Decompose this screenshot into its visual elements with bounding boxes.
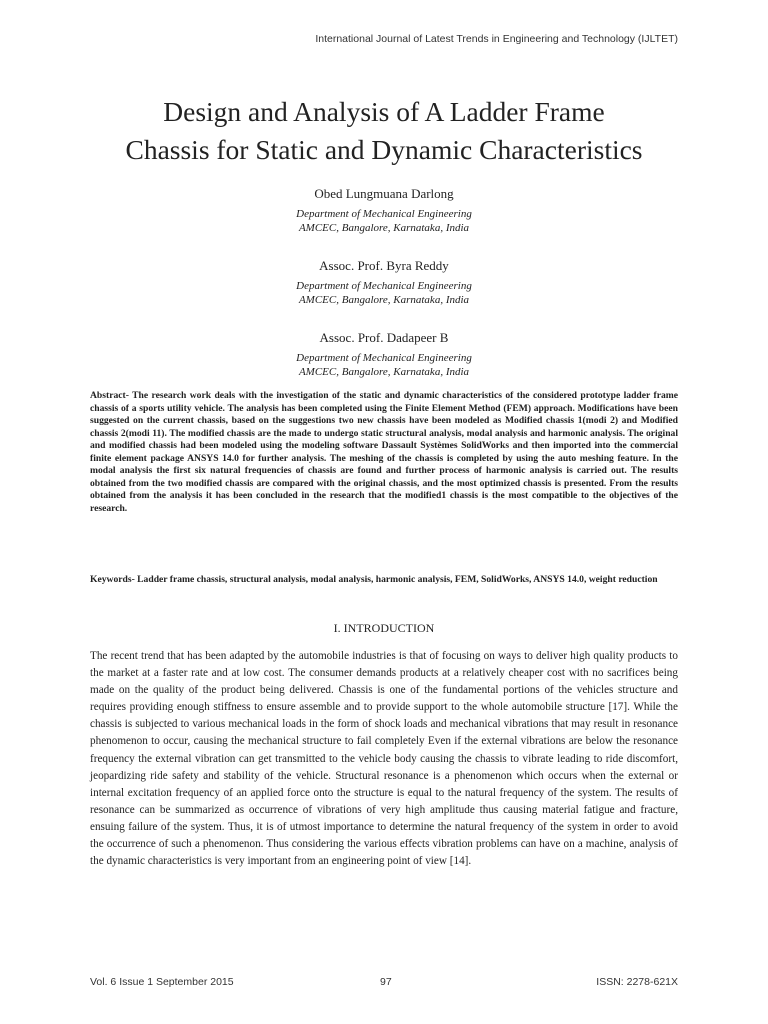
author-department: Department of Mechanical Engineering: [296, 280, 472, 292]
author-name: Assoc. Prof. Byra Reddy: [319, 258, 449, 273]
author-institution: AMCEC, Bangalore, Karnataka, India: [298, 222, 470, 234]
author-institution: AMCEC, Bangalore, Karnataka, India: [298, 366, 470, 378]
author-block-1: [0, 186, 768, 235]
paper-title: [0, 93, 768, 169]
section-heading: I. INTRODUCTION: [333, 621, 435, 635]
footer-issn: ISSN: 2278-621X: [596, 976, 678, 988]
author-block-3: [0, 330, 768, 379]
footer-volume: Vol. 6 Issue 1 September 2015: [90, 976, 234, 988]
keywords: Keywords- Ladder frame chassis, structural analysis, modal analysis, harmonic analysis, FEM, SolidWorks, ANSYS 14.0, weight reduction: [90, 574, 658, 585]
author-block-2: [0, 258, 768, 307]
author-institution: AMCEC, Bangalore, Karnataka, India: [298, 294, 470, 306]
title-line-2: Chassis for Static and Dynamic Characteristics: [125, 134, 643, 165]
author-name: Assoc. Prof. Dadapeer B: [319, 330, 449, 345]
author-department: Department of Mechanical Engineering: [296, 352, 472, 364]
abstract: Abstract- The research work deals with the investigation of the static and dynamic characteristics of the considered prototype ladder frame chassis of a sports utility vehicle. The analysis has been completed using the Finite Element Method (FEM) approach. Modifications have been suggested on the current chassis, based on the suggestions two new chassis have been modeled as Modified chassis 1(modi 2) and Modified chassis 2(modi 11). The modified chassis are the made to undergo static structural analysis, modal analysis and harmonic analysis. The original and modified chassis had been modeled using the modeling software Dassault Systèmes SolidWorks and then imported into the commercial finite element package ANSYS 14.0 for further analysis. The meshing of the chassis is completed by using the auto meshing feature. In the modal analysis the first six natural frequencies of chassis are found and further process of harmonic analysis is carried out. The results obtained from the two modified chassis are compared with the original chassis, and the most optimized chassis is presented. From the results obtained from the analysis it has been concluded in the research that the modified1 chassis is the most compatible to the objectives of the research.: [90, 390, 678, 514]
introduction-body: The recent trend that has been adapted by the automobile industries is that of focusing on ways to deliver high quality products to the market at a faster rate and at low cost. The consumer demands products at a relatively cheaper cost with no sacrifices being made on the quality of the product being delivered. Chassis is one of the fundamental portions of the vehicles structure and requires providing enough stiffness to ensure assemble and to provide support to the whole automobile structure [17]. While the chassis is subjected to various mechanical loads in the form of shock loads and mechanical vibrations that may result in resonance phenomenon to occur, causing the mechanical structure to fail completely Even if the external vibrations are below the resonance frequency the external vibration can get transmitted to the vehicle body causing the chassis to vibrate leading to ride discomfort, jeopardizing ride safety and stability of the vehicle. Structural resonance is a phenomenon which occurs when the external or internal excitation frequency of an applied force onto the structure is equal to the natural frequency of the system. The results of resonance can be summarized as occurrence of vibrations of very high amplitude thus causing material fatigue and fracture, ensuing failure of the system. Thus, it is of utmost importance to determine the natural frequency of the system in order to avoid the occurrence of such a phenomenon. Thus considering the various effects vibration problems can have on a machine, analysis of the dynamic characteristics is very important from an engineering point of view [14].: [90, 650, 678, 868]
title-line-1: Design and Analysis of A Ladder Frame: [163, 96, 605, 127]
footer-page-number: 97: [380, 976, 392, 988]
journal-header: International Journal of Latest Trends in Engineering and Technology (IJLTET): [315, 33, 678, 45]
author-name: Obed Lungmuana Darlong: [314, 186, 454, 201]
author-department: Department of Mechanical Engineering: [296, 208, 472, 220]
